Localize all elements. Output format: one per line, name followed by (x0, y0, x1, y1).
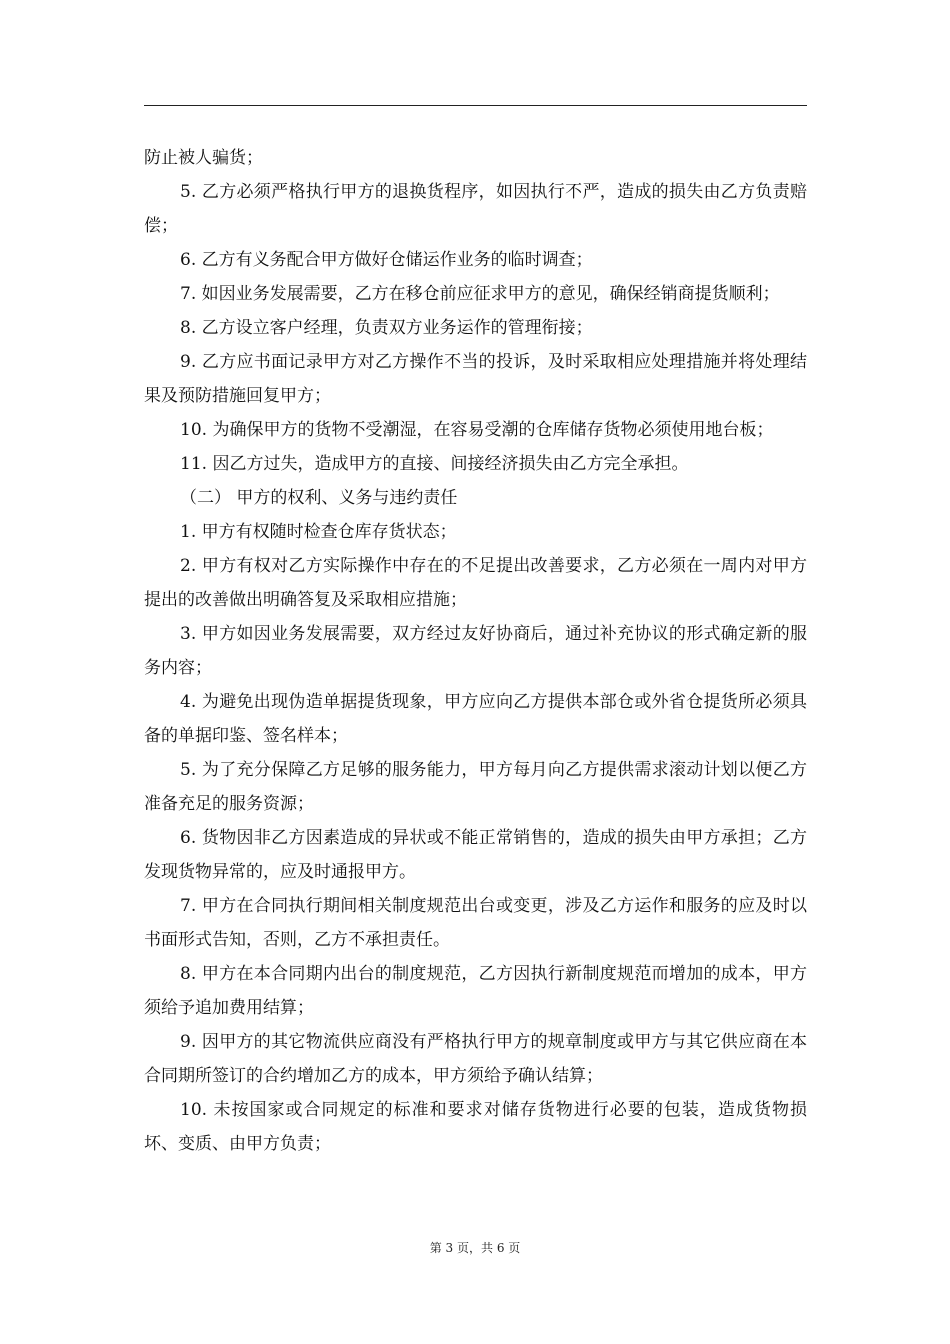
clause-a9: 9. 因甲方的其它物流供应商没有严格执行甲方的规章制度或甲方与其它供应商在本合同期所签订的合约增加乙方的成本，甲方须给予确认结算； (144, 1032, 807, 1086)
clause-b7: 7. 如因业务发展需要，乙方在移仓前应征求甲方的意见，确保经销商提货顺利； (180, 284, 780, 304)
section-heading: （二） 甲方的权利、义务与违约责任 (180, 488, 458, 508)
clause-b11: 11. 因乙方过失，造成甲方的直接、间接经济损失由乙方完全承担。 (180, 454, 689, 474)
clause-a1: 1. 甲方有权随时检查仓库存货状态； (180, 522, 457, 542)
clause-b9: 9. 乙方应书面记录甲方对乙方操作不当的投诉，及时采取相应处理措施并将处理结果及预防措施回复甲方； (144, 352, 807, 406)
clause-a8: 8. 甲方在本合同期内出台的制度规范，乙方因执行新制度规范而增加的成本，甲方须给予追加费用结算； (144, 964, 807, 1018)
clause-a10: 10. 未按国家或合同规定的标准和要求对储存货物进行必要的包装，造成货物损坏、变质、由甲方负责； (144, 1100, 807, 1154)
clause-a7: 7. 甲方在合同执行期间相关制度规范出台或变更，涉及乙方运作和服务的应及时以书面形式告知，否则，乙方不承担责任。 (144, 896, 807, 950)
clause-a6: 6. 货物因非乙方因素造成的异状或不能正常销售的，造成的损失由甲方承担；乙方发现货物异常的，应及时通报甲方。 (144, 828, 807, 882)
clause-b8: 8. 乙方设立客户经理，负责双方业务运作的管理衔接； (180, 318, 593, 338)
header-rule (144, 105, 807, 106)
clause-a4: 4. 为避免出现伪造单据提货现象，甲方应向乙方提供本部仓或外省仓提货所必须具备的单据印鉴、签名样本； (144, 692, 807, 746)
document-body (144, 141, 807, 1161)
clause-b6: 6. 乙方有义务配合甲方做好仓储运作业务的临时调查； (180, 250, 593, 270)
clause-a2: 2. 甲方有权对乙方实际操作中存在的不足提出改善要求，乙方必须在一周内对甲方提出的改善做出明确答复及采取相应措施； (144, 556, 807, 610)
clause-a3: 3. 甲方如因业务发展需要，双方经过友好协商后，通过补充协议的形式确定新的服务内容； (144, 624, 807, 678)
clause-b10: 10. 为确保甲方的货物不受潮湿，在容易受潮的仓库储存货物必须使用地台板； (180, 420, 774, 440)
clause-b5: 5. 乙方必须严格执行甲方的退换货程序，如因执行不严，造成的损失由乙方负责赔偿； (144, 182, 807, 236)
paragraph-continuation: 防止被人骗货； (144, 148, 263, 168)
clause-a5: 5. 为了充分保障乙方足够的服务能力，甲方每月向乙方提供需求滚动计划以便乙方准备充足的服务资源； (144, 760, 807, 814)
page-number-footer: 第 3 页，共 6 页 (429, 1241, 521, 1255)
